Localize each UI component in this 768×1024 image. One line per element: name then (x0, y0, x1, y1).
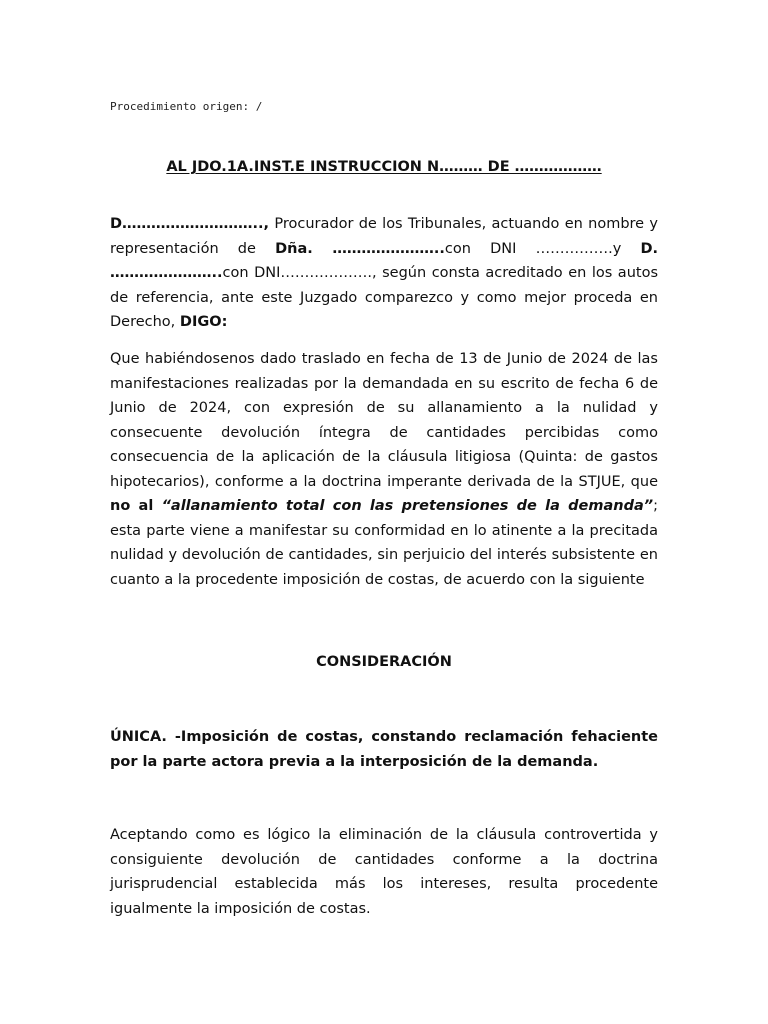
client-d: D. ………………….. (110, 240, 658, 281)
intro-paragraph (110, 212, 658, 335)
body-text-1: Que habiéndosenos dado traslado en fecha de 13 de Junio de 2024 de las manifestaciones realizadas por la demandada en su escrito de fecha 6 de Junio de 2024, con expresión de su allanamiento a la nulidad y consecuente devolución íntegra de cantidades percibidas como consecuencia de la aplicación de la cláusula litigiosa (Quinta: de gastos hipotecarios), conforme a la doctrina imperante derivada de la STJUE, que (110, 351, 658, 490)
intro-text-1: Procurador de los Tribunales, actuando en nombre y representación de (110, 216, 658, 257)
court-heading: AL JDO.1A.INST.E INSTRUCCION N……… DE ……………… (166, 159, 602, 175)
procurador-name: D……………………….., (110, 216, 270, 232)
body-text-2: ; esta parte viene a manifestar su conformidad en lo atinente a la precitada nulidad y devolución de cantidades, sin perjuicio del interés subsistente en cuanto a la procedente imposición de costas, de acuerdo con la siguiente (110, 498, 658, 588)
unica-paragraph: ÚNICA. -Imposición de costas, constando reclamación fehaciente por la parte actora previa a la interposición de la demanda. (110, 729, 658, 770)
digo-label: DIGO: (179, 314, 228, 330)
consideracion-heading: CONSIDERACIÓN (316, 654, 452, 670)
no-al-text: no al (110, 498, 154, 514)
closing-paragraph: Aceptando como es lógico la eliminación de la cláusula controvertida y consiguiente devolución de cantidades conforme a la doctrina jurisprudencial establecida más los intereses, resulta procedente igualmente la imposición de costas. (110, 827, 658, 917)
quoted-allanamiento: “allanamiento total con las pretensiones de la demanda” (153, 498, 654, 514)
body-paragraph (110, 347, 658, 592)
intro-text-3: con DNI………………., según consta acreditado en los autos de referencia, ante este Juzgado comparezco y como mejor proceda en Derecho, (110, 265, 658, 330)
intro-text-2: con DNI …………….y (444, 240, 641, 257)
procedure-origin: Procedimiento origen: / (110, 100, 263, 113)
client-dna: Dña. ………………….. (275, 240, 445, 257)
